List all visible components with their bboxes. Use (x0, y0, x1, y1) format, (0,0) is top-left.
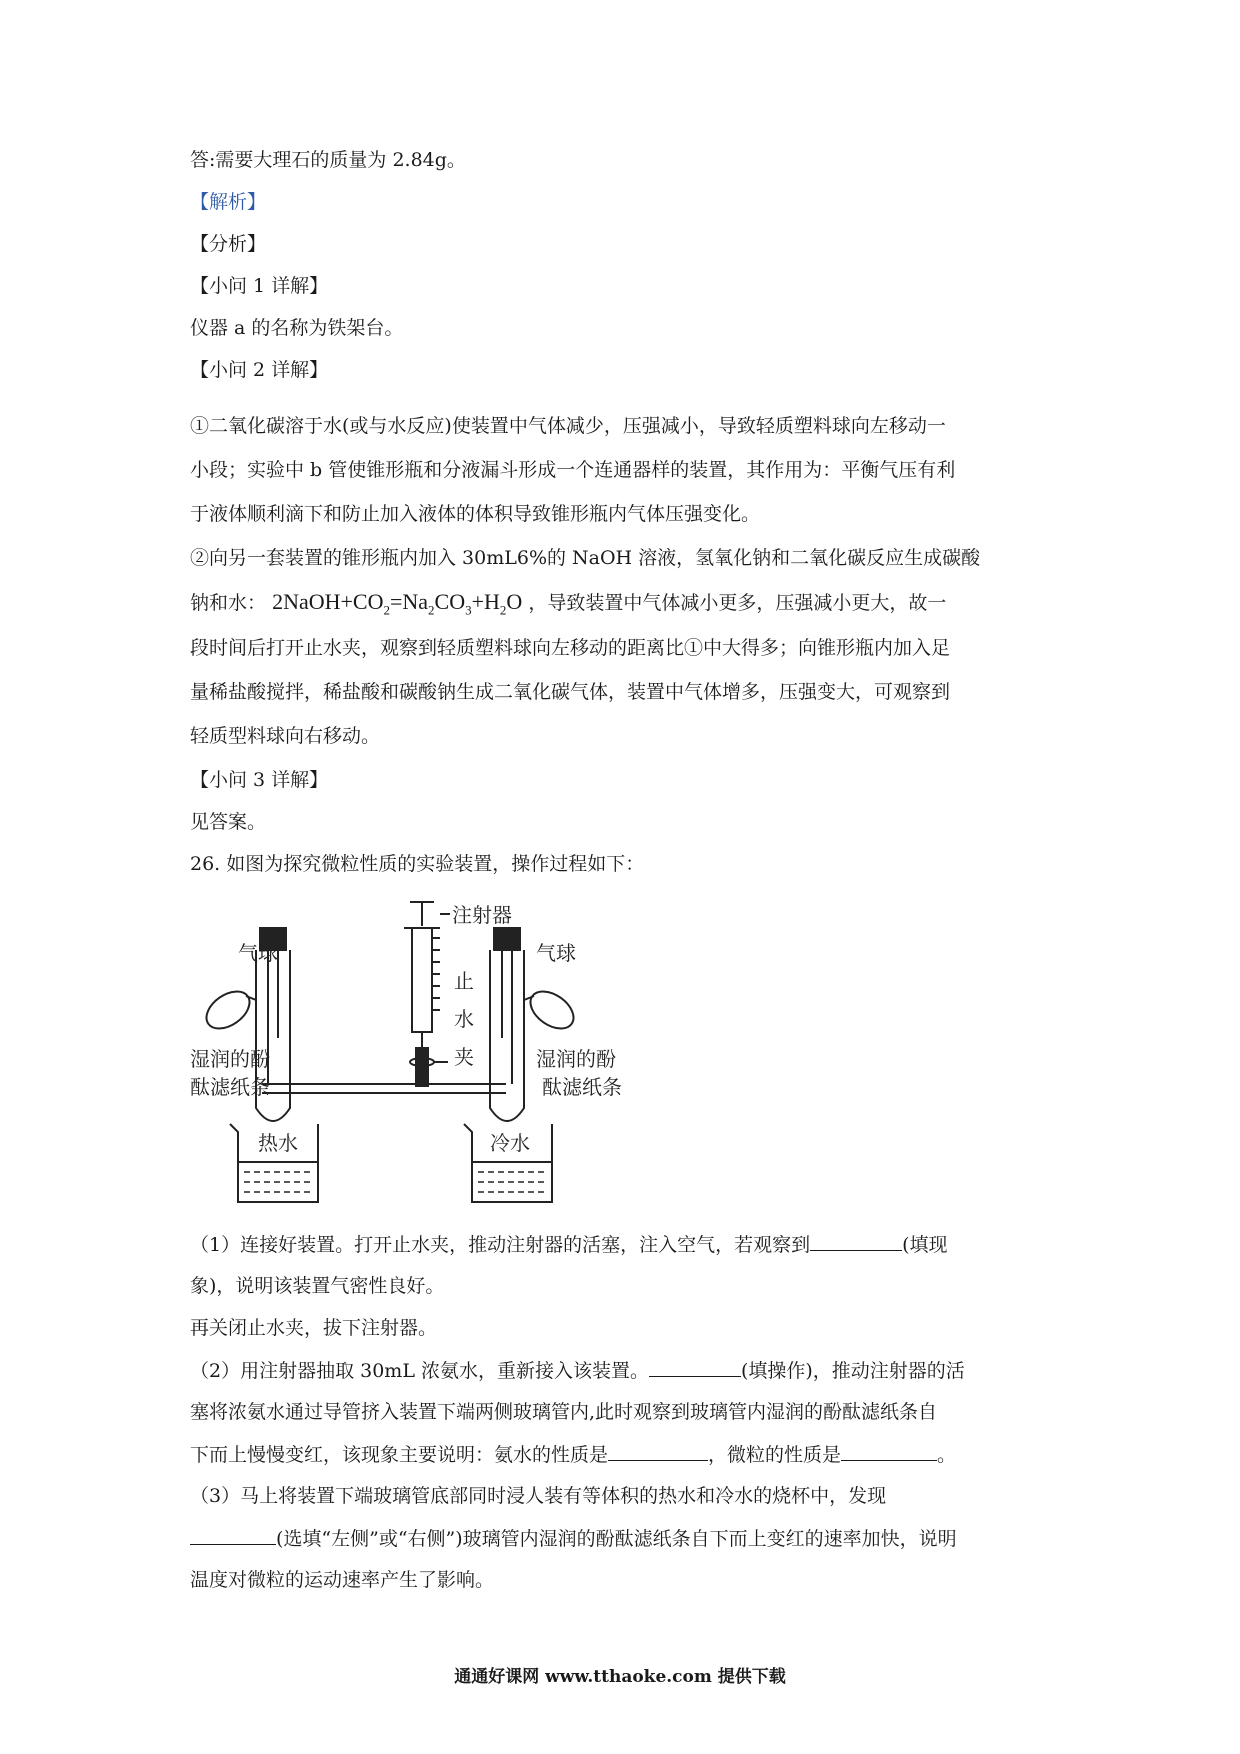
section-fenxi: 【分析】 (190, 233, 267, 255)
subquestion-2-heading: 【小问 2 详解】 (190, 359, 329, 381)
right-balloon (524, 984, 581, 1036)
clamp-label-2: 水 (454, 1007, 474, 1031)
answer-blank[interactable] (810, 1230, 902, 1251)
paragraph-line: 再关闭止水夹，拔下注射器。 (190, 1317, 438, 1339)
answer-line: 答:需要大理石的质量为 2.84g。 (190, 149, 466, 171)
subquestion-3-heading: 【小问 3 详解】 (190, 769, 329, 791)
answer-blank[interactable] (190, 1524, 276, 1545)
clamp-label-1: 止 (454, 969, 474, 993)
paragraph-line: 小段；实验中 b 管使锥形瓶和分液漏斗形成一个连通器样的装置，其作用为：平衡气压有利 (190, 459, 956, 481)
equation-prefix: 钠和水： (190, 592, 267, 614)
syringe-label: 注射器 (452, 903, 512, 927)
answer-blank[interactable] (649, 1356, 741, 1377)
experiment-apparatus-figure (190, 888, 640, 1208)
equation-line (190, 588, 946, 624)
question-part-3-blank: (选填“左侧”或“右侧”)玻璃管内湿润的酚酞滤纸条自下而上变红的速率加快，说明 (190, 1524, 957, 1553)
right-stopper (494, 928, 520, 950)
paragraph-line: 于液体顺利滴下和防止加入液体的体积导致锥形瓶内气体压强变化。 (190, 503, 761, 525)
hot-water-label: 热水 (258, 1131, 298, 1155)
syringe-barrel (412, 928, 432, 1032)
question-part-3: （3）马上将装置下端玻璃管底部同时浸人装有等体积的热水和冷水的烧杯中，发现 (190, 1485, 887, 1507)
cold-water-label: 冷水 (490, 1131, 530, 1155)
page-footer: 通通好课网 www.tthaoke.com 提供下载 (454, 1667, 786, 1687)
paragraph-line: 段时间后打开止水夹，观察到轻质塑料球向左移动的距离比①中大得多；向锥形瓶内加入足 (190, 637, 951, 659)
subquestion-3-answer: 见答案。 (190, 811, 267, 833)
answer-blank[interactable] (608, 1440, 708, 1461)
answer-blank[interactable] (841, 1440, 937, 1461)
paragraph-line: 塞将浓氨水通过导管挤入装置下端两侧玻璃管内,此时观察到玻璃管内湿润的酚酞滤纸条自 (190, 1401, 938, 1423)
left-balloon-label: 气球 (238, 941, 278, 965)
paragraph-line: 轻质型料球向右移动。 (190, 725, 381, 747)
apparatus-diagram (190, 888, 640, 1208)
question-26-stem: 26. 如图为探究微粒性质的实验装置，操作过程如下： (190, 853, 645, 875)
paragraph-line: ②向另一套装置的锥形瓶内加入 30mL6%的 NaOH 溶液，氢氧化钠和二氧化碳反应生成碳酸 (190, 547, 981, 569)
paragraph-line: ①二氧化碳溶于水(或与水反应)使装置中气体减少，压强减小，导致轻质塑料球向左移动一 (190, 415, 946, 437)
question-part-2-blanks: 下而上慢慢变红，该现象主要说明：氨水的性质是 ，微粒的性质是 。 (190, 1440, 956, 1469)
question-part-1: （1）连接好装置。打开止水夹，推动注射器的活塞，注入空气，若观察到 (填现 (190, 1230, 948, 1259)
right-paper-label-1: 湿润的酚 (536, 1047, 616, 1071)
subquestion-1-answer: 仪器 a 的名称为铁架台。 (190, 317, 404, 339)
right-balloon-label: 气球 (536, 941, 576, 965)
subquestion-1-heading: 【小问 1 详解】 (190, 275, 329, 297)
paragraph-line: 温度对微粒的运动速率产生了影响。 (190, 1569, 495, 1591)
section-jiexi: 【解析】 (190, 191, 267, 213)
left-balloon (200, 984, 257, 1036)
right-test-tube (490, 950, 524, 1121)
right-paper-label-2: 酞滤纸条 (542, 1075, 622, 1099)
left-paper-label-1: 湿润的酚 (190, 1047, 270, 1071)
chemical-equation: $2NaOH+CO_2=Na_2CO_3+H_2O$ (272, 589, 523, 618)
paragraph-line: 象)，说明该装置气密性良好。 (190, 1275, 445, 1297)
left-paper-label-2: 酞滤纸条 (190, 1075, 270, 1099)
clamp-label-3: 夹 (454, 1045, 474, 1069)
question-part-2: （2）用注射器抽取 30mL 浓氨水，重新接入该装置。 (填操作)，推动注射器的活 (190, 1356, 965, 1385)
equation-suffix: ，导致装置中气体减小更多，压强减小更大，故一 (528, 592, 947, 614)
paragraph-line: 量稀盐酸搅拌，稀盐酸和碳酸钠生成二氧化碳气体，装置中气体增多，压强变大，可观察到 (190, 681, 951, 703)
